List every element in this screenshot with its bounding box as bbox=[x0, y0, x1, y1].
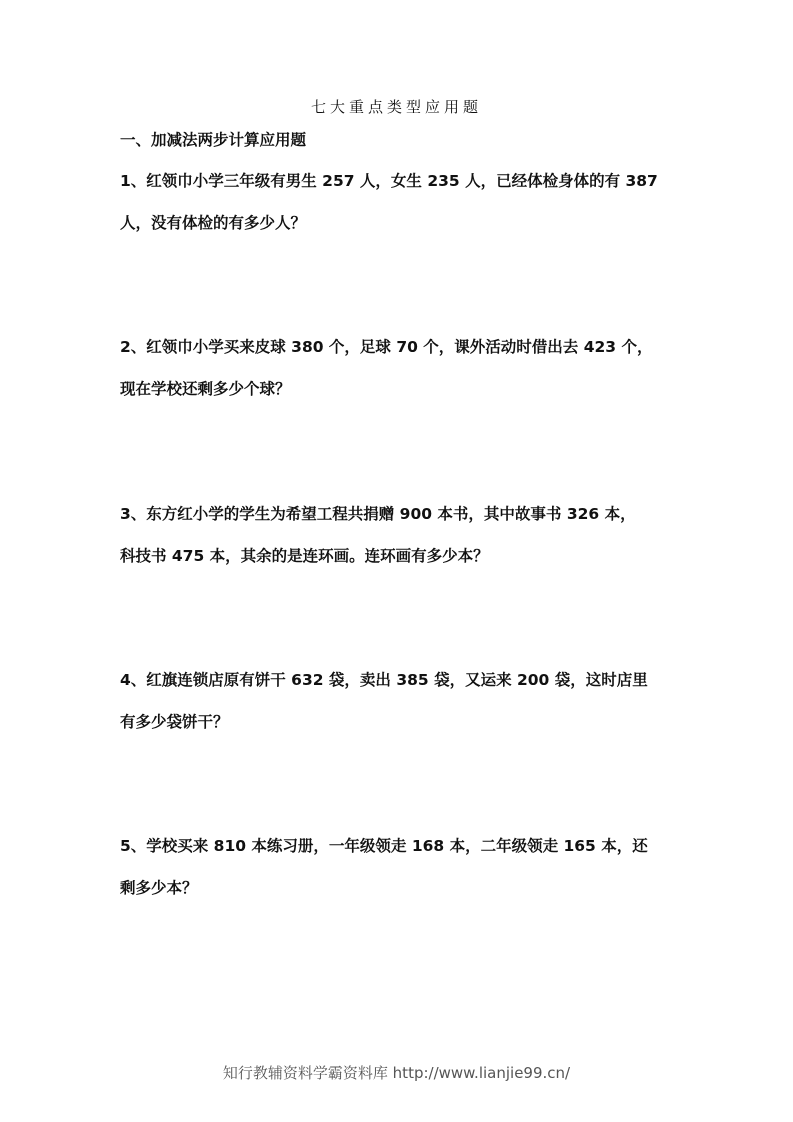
question-5-line-2: 剩多少本？ bbox=[120, 879, 198, 897]
question-4-line-1: 4、红旗连锁店原有饼干 632 袋，卖出 385 袋，又运来 200 袋，这时店里 bbox=[120, 671, 648, 689]
question-5 bbox=[120, 825, 680, 909]
question-4-line-2: 有多少袋饼干？ bbox=[120, 713, 229, 731]
question-2-line-2: 现在学校还剩多少个球？ bbox=[120, 380, 291, 398]
question-4 bbox=[120, 659, 680, 743]
question-3-line-2: 科技书 475 本，其余的是连环画。连环画有多少本？ bbox=[120, 547, 489, 565]
question-1-line-1: 1、红领巾小学三年级有男生 257 人，女生 235 人，已经体检身体的有 387 bbox=[120, 172, 658, 190]
document-title: 七大重点类型应用题 bbox=[310, 98, 482, 116]
question-3 bbox=[120, 493, 680, 577]
question-2-line-1: 2、红领巾小学买来皮球 380 个，足球 70 个，课外活动时借出去 423 个， bbox=[120, 338, 653, 356]
question-1-line-2: 人，没有体检的有多少人？ bbox=[120, 214, 307, 232]
question-3-line-1: 3、东方红小学的学生为希望工程共捐赠 900 本书，其中故事书 326 本， bbox=[120, 505, 636, 523]
footer-watermark: 知行教辅资料学霸资料库 http://www.lianjie99.cn/ bbox=[222, 1064, 571, 1082]
question-2 bbox=[120, 326, 680, 410]
section-heading: 一、加减法两步计算应用题 bbox=[120, 131, 307, 149]
question-5-line-1: 5、学校买来 810 本练习册，一年级领走 168 本，二年级领走 165 本，还 bbox=[120, 837, 648, 855]
question-1 bbox=[120, 160, 680, 244]
